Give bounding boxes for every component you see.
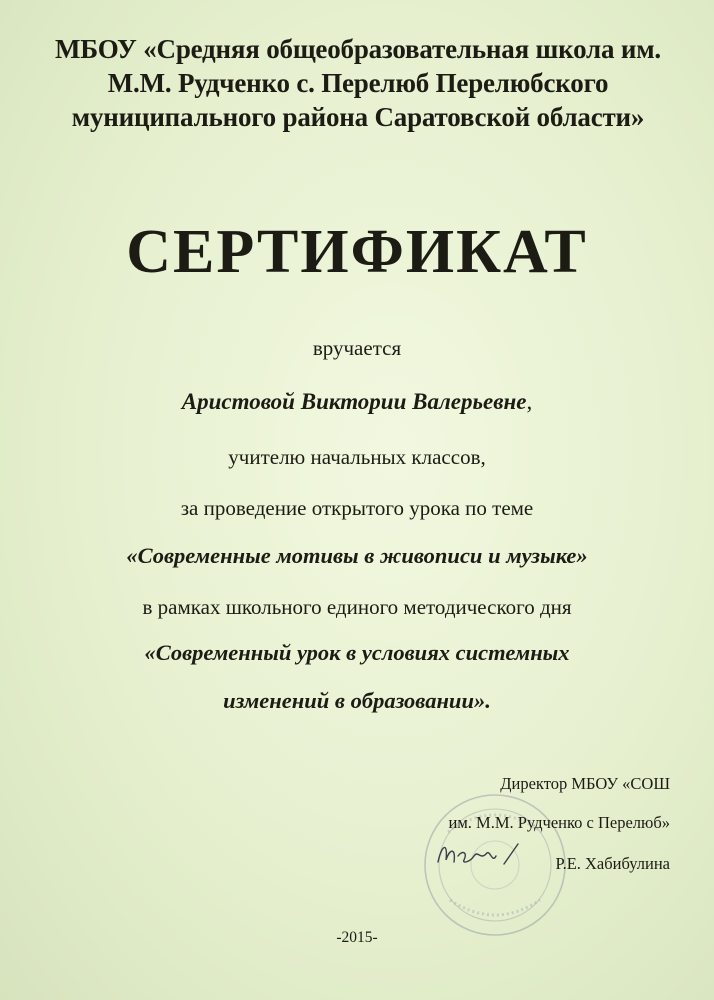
- recipient-line: [0, 387, 714, 417]
- school-header: [2, 32, 714, 134]
- framework-text: в рамках школьного единого методического дня: [142, 595, 572, 619]
- signature-position-line-2: им. М.М. Рудченко с Перелюб»: [448, 813, 670, 832]
- header-line-1: МБОУ «Средняя общеобразовательная школа им.: [55, 34, 661, 64]
- header-line-2: М.М. Рудченко с. Перелюб Перелюбского: [107, 68, 609, 98]
- day-theme-line-2: изменений в образовании».: [223, 688, 491, 713]
- certificate-year: -2015-: [336, 929, 378, 946]
- recipient-role: учителю начальных классов,: [228, 445, 486, 469]
- signatory-name: Р.Е. Хабибулина: [555, 854, 670, 873]
- header-line-3: муниципального района Саратовской области»: [71, 102, 645, 132]
- awarded-text: вручается: [312, 336, 402, 360]
- certificate-title: СЕРТИФИКАТ: [126, 218, 588, 286]
- recipient-suffix: ,: [526, 389, 533, 414]
- award-reason: за проведение открытого урока по теме: [180, 496, 534, 520]
- day-theme-line-1: «Современный урок в условиях системных: [144, 640, 570, 665]
- lesson-topic: «Современные мотивы в живописи и музыке»: [126, 543, 588, 568]
- signature-position-line-1: Директор МБОУ «СОШ: [500, 774, 670, 793]
- recipient-name: Аристовой Виктории Валерьевне: [181, 389, 527, 414]
